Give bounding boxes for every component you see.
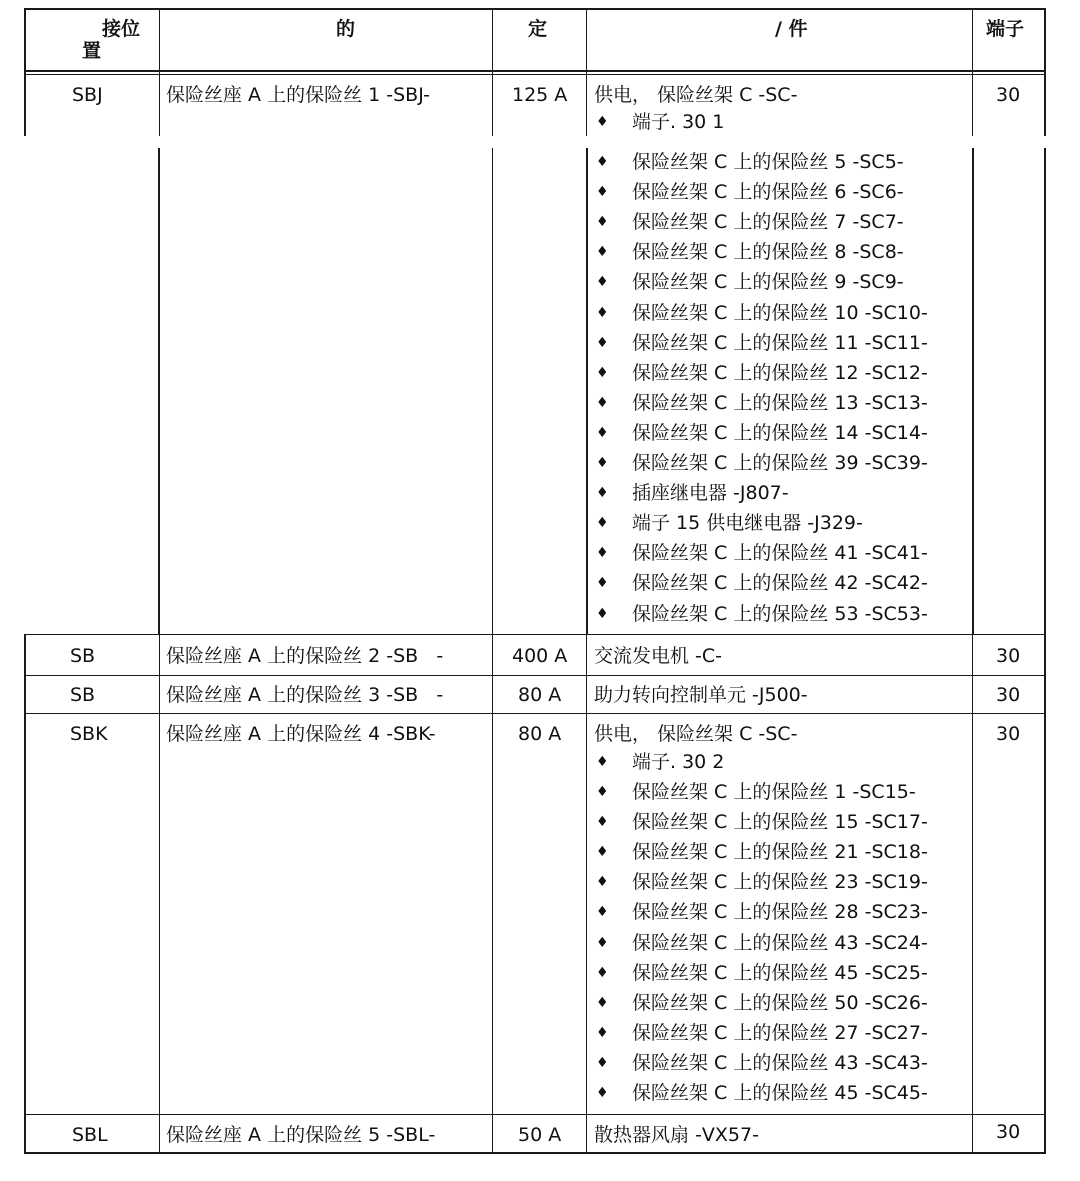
bullet-icon: ♦ [596, 455, 609, 471]
component-item: 端子. 30 2 [632, 751, 725, 773]
position-cell: SB [70, 645, 96, 667]
column-divider [492, 634, 493, 1154]
component-item: 保险丝架 C 上的保险丝 45 -SC45- [632, 1082, 928, 1104]
bullet-icon: ♦ [596, 575, 609, 592]
column-divider [586, 634, 587, 1154]
column-divider [972, 148, 974, 635]
bullet-icon: ♦ [596, 274, 609, 291]
terminal-cell: 30 [996, 723, 1021, 745]
fuse-cell: 保险丝座 A 上的保险丝 3 -SB - [166, 684, 444, 706]
row-divider [24, 1114, 1046, 1115]
component-item: 保险丝架 C 上的保险丝 43 -SC43- [632, 1051, 928, 1074]
component-item: 保险丝架 C 上的保险丝 1 -SC15- [632, 781, 916, 803]
rating-cell: 80 A [518, 684, 562, 706]
fuse-cell: 保险丝座 A 上的保险丝 5 -SBL- [166, 1124, 436, 1146]
bullet-icon: ♦ [596, 394, 609, 411]
bullet-icon: ♦ [596, 754, 609, 770]
component-cell: 供电， 保险丝架 C -SC- [594, 723, 798, 745]
bullet-icon: ♦ [596, 364, 609, 381]
bullet-icon: ♦ [596, 485, 609, 502]
bullet-icon: ♦ [596, 154, 609, 170]
bullet-icon: ♦ [596, 814, 609, 831]
column-divider [24, 8, 26, 136]
component-item: 端子. 30 1 [632, 111, 725, 133]
terminal-cell: 30 [996, 645, 1021, 667]
rating-cell: 125 A [512, 84, 568, 106]
component-item: 保险丝架 C 上的保险丝 41 -SC41- [632, 542, 928, 565]
component-item: 插座继电器 -J807- [632, 482, 789, 505]
bullet-icon: ♦ [596, 1054, 609, 1071]
bullet-icon: ♦ [596, 184, 609, 201]
position-cell: SBJ [72, 84, 103, 106]
bullet-icon: ♦ [596, 114, 609, 130]
rating-cell: 50 A [518, 1124, 562, 1146]
column-divider [492, 148, 493, 635]
component-cell: 供电， 保险丝架 C -SC- [594, 84, 798, 106]
component-item: 保险丝架 C 上的保险丝 11 -SC11- [632, 331, 928, 354]
component-item: 保险丝架 C 上的保险丝 13 -SC13- [632, 391, 928, 414]
row-divider [24, 713, 1046, 714]
column-divider [586, 148, 588, 635]
bullet-icon: ♦ [596, 244, 609, 261]
bullet-icon: ♦ [596, 904, 609, 921]
terminal-cell: 30 [996, 684, 1021, 706]
component-item: 保险丝架 C 上的保险丝 43 -SC24- [632, 931, 928, 954]
fuse-cell: 保险丝座 A 上的保险丝 1 -SBJ- [166, 84, 430, 106]
column-divider [1044, 8, 1046, 136]
component-item: 保险丝架 C 上的保险丝 50 -SC26- [632, 991, 928, 1014]
bullet-icon: ♦ [596, 964, 609, 981]
bullet-icon: ♦ [596, 334, 609, 351]
column-divider [24, 634, 26, 1154]
bullet-icon: ♦ [596, 844, 609, 861]
column-divider [159, 8, 160, 136]
bullet-icon: ♦ [596, 545, 609, 562]
terminal-cell: 30 [996, 1121, 1021, 1143]
component-item: 保险丝架 C 上的保险丝 45 -SC25- [632, 961, 928, 984]
bullet-icon: ♦ [596, 424, 609, 441]
component-cell: 散热器风扇 -VX57- [594, 1124, 759, 1146]
rating-cell: 400 A [512, 645, 568, 667]
position-cell: SBL [72, 1124, 108, 1146]
column-divider [492, 8, 493, 136]
position-cell: SB [70, 684, 96, 706]
terminal-cell: 30 [996, 84, 1021, 106]
column-divider [586, 8, 587, 136]
bullet-icon: ♦ [596, 304, 609, 321]
component-item: 保险丝架 C 上的保险丝 23 -SC19- [632, 871, 928, 894]
bullet-icon: ♦ [596, 1024, 609, 1041]
column-divider [158, 148, 160, 635]
header-rating: 定 [528, 18, 548, 40]
component-item: 保险丝架 C 上的保险丝 53 -SC53- [632, 602, 928, 625]
header-terminal: 端子 [986, 18, 1025, 40]
component-cell: 助力转向控制单元 -J500- [594, 684, 808, 706]
bullet-icon: ♦ [596, 515, 609, 532]
header-divider [24, 70, 1046, 72]
column-divider [159, 634, 160, 1154]
component-item: 保险丝架 C 上的保险丝 12 -SC12- [632, 361, 928, 384]
component-item: 保险丝架 C 上的保险丝 42 -SC42- [632, 572, 928, 595]
column-divider [1044, 634, 1046, 1154]
position-cell: SBK [70, 723, 108, 745]
bullet-icon: ♦ [596, 605, 609, 622]
bullet-icon: ♦ [596, 994, 609, 1011]
component-cell: 交流发电机 -C- [594, 645, 723, 667]
header-component: / 件 [775, 18, 808, 40]
header-position-line2: 置 [82, 40, 102, 62]
row-divider [24, 675, 1046, 676]
row-divider [24, 634, 1046, 635]
component-item: 保险丝架 C 上的保险丝 10 -SC10- [632, 301, 928, 324]
column-divider [972, 634, 973, 1154]
header-position-line1: 接位 [102, 18, 141, 40]
fuse-cell: 保险丝座 A 上的保险丝 2 -SB - [166, 645, 444, 667]
bullet-icon: ♦ [596, 1085, 609, 1101]
component-item: 保险丝架 C 上的保险丝 28 -SC23- [632, 901, 928, 924]
component-item: 保险丝架 C 上的保险丝 14 -SC14- [632, 421, 928, 444]
component-item: 保险丝架 C 上的保险丝 21 -SC18- [632, 841, 928, 864]
bullet-icon: ♦ [596, 934, 609, 951]
rating-cell: 80 A [518, 723, 562, 745]
column-divider [972, 8, 973, 136]
component-item: 端子 15 供电继电器 -J329- [632, 512, 863, 535]
bullet-icon: ♦ [596, 784, 609, 800]
table-bottom-border [24, 1152, 1046, 1154]
header-divider [24, 74, 1046, 75]
component-item: 保险丝架 C 上的保险丝 27 -SC27- [632, 1021, 928, 1044]
header-fuse: 的 [336, 18, 356, 40]
component-item: 保险丝架 C 上的保险丝 39 -SC39- [632, 452, 928, 474]
column-divider [1044, 148, 1046, 635]
fuse-cell: 保险丝座 A 上的保险丝 4 -SBK- [166, 723, 436, 745]
bullet-icon: ♦ [596, 214, 609, 231]
table-top-border [24, 8, 1046, 10]
component-item: 保险丝架 C 上的保险丝 9 -SC9- [632, 271, 904, 294]
component-item: 保险丝架 C 上的保险丝 5 -SC5- [632, 151, 904, 173]
bullet-icon: ♦ [596, 874, 609, 891]
component-item: 保险丝架 C 上的保险丝 7 -SC7- [632, 211, 904, 234]
component-item: 保险丝架 C 上的保险丝 15 -SC17- [632, 811, 928, 834]
component-item: 保险丝架 C 上的保险丝 6 -SC6- [632, 181, 904, 204]
component-item: 保险丝架 C 上的保险丝 8 -SC8- [632, 241, 904, 264]
